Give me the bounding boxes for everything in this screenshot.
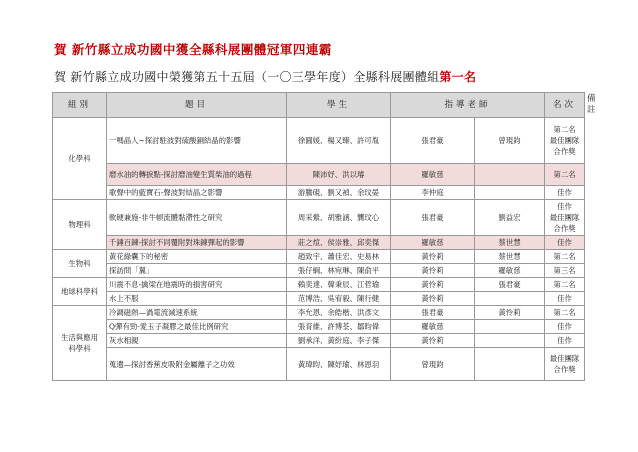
students-cell: 趙致宇、蕭佳宏、史易林	[287, 250, 391, 264]
students-cell: 李允恩、余皓楷、洪彥文	[287, 306, 391, 320]
table-row	[53, 164, 585, 186]
title-cell: 冷調磁熱—渦電流減速系統	[107, 306, 287, 320]
subtitle-text: 賀 新竹縣立成功國中榮獲第五十五屆（一〇三學年度）全縣科展團體組	[54, 70, 440, 84]
title-cell: 蒐遺—探討香蕉皮吸附金屬離子之功效	[107, 348, 287, 381]
teacher2-cell: 羅敏慈	[475, 264, 545, 278]
table-row	[53, 320, 585, 334]
group-cell: 物理科	[53, 200, 107, 250]
teacher2-cell: 曾現鈞	[475, 118, 545, 164]
teacher1-cell: 黃怜莉	[391, 334, 475, 348]
group-cell: 生活與應用 科學科	[53, 306, 107, 381]
teacher2-cell	[475, 292, 545, 306]
rank-cell: 最佳團隊 合作獎	[545, 348, 585, 381]
teacher2-cell	[475, 348, 545, 381]
students-cell: 張仔綱、林宛琳、陳俞平	[287, 264, 391, 278]
students-cell: 范博浩、吳宥毅、陳行健	[287, 292, 391, 306]
title-cell: 黃花綠囊下的秘密	[107, 250, 287, 264]
table-row	[53, 200, 585, 236]
students-cell: 周采縈、胡雅涵、龔玟心	[287, 200, 391, 236]
teacher2-cell: 黃怜莉	[475, 306, 545, 320]
table-row	[53, 278, 585, 292]
group-cell: 化學科	[53, 118, 107, 200]
students-cell: 張育維、許博荃、鄒昀偉	[287, 320, 391, 334]
teacher1-cell: 張君豪	[391, 118, 475, 164]
title-cell: 水上不服	[107, 292, 287, 306]
teacher1-cell: 張君豪	[391, 306, 475, 320]
rank-cell: 佳作 最佳團隊 合作獎	[545, 200, 585, 236]
teacher1-cell: 黃怜莉	[391, 250, 475, 264]
title-cell: Q彈有勁-愛玉子凝膠之最佳比例研究	[107, 320, 287, 334]
rank-cell: 佳作	[545, 292, 585, 306]
title-cell: 川震不息-擒梁在地震時的損害研究	[107, 278, 287, 292]
students-cell: 賴奕達、韓秉辰、江哲瑜	[287, 278, 391, 292]
teacher1-cell: 曾現鈞	[391, 348, 475, 381]
rank-cell: 第三名	[545, 264, 585, 278]
table-row	[53, 334, 585, 348]
header-teachers: 指導老師	[391, 93, 545, 118]
students-cell: 劉承洋、黃紛庭、李子傑	[287, 334, 391, 348]
header-group: 組別	[53, 93, 107, 118]
title-cell: 千錘百鍊-探討不同覆附對珠鍊彈起的影響	[107, 236, 287, 250]
table-row	[53, 186, 585, 200]
title-cell: 灰水相親	[107, 334, 287, 348]
teacher2-cell	[475, 320, 545, 334]
title-cell: 磨水油的轉捩點-探討磨油變生質柴油的過程	[107, 164, 287, 186]
table-row	[53, 118, 585, 164]
rank-cell: 第二名	[545, 278, 585, 292]
teacher2-cell	[475, 164, 545, 186]
teacher1-cell: 黃怜莉	[391, 278, 475, 292]
students-cell: 黃瑋昀、陳妤瑜、林恩羽	[287, 348, 391, 381]
rank-cell: 佳作	[545, 320, 585, 334]
headline: 賀 新竹縣立成功國中獲全縣科展團體冠軍四連霸	[54, 42, 332, 57]
title-cell: 歌聲中的藍寶石-聲波對結晶之影響	[107, 186, 287, 200]
rank-cell: 第二名	[545, 164, 585, 186]
subtitle-emphasis: 第一名	[439, 70, 477, 84]
teacher1-cell: 羅敏慈	[391, 164, 475, 186]
teacher1-cell: 張君豪	[391, 200, 475, 236]
header-students: 學生	[287, 93, 391, 118]
teacher2-cell: 蔡世慧	[475, 250, 545, 264]
teacher2-cell	[475, 186, 545, 200]
table-row	[53, 292, 585, 306]
teacher2-cell	[475, 334, 545, 348]
group-cell: 生物科	[53, 250, 107, 278]
title-cell: 軟硬兼施-非牛頓流體黏滯性之研究	[107, 200, 287, 236]
students-cell: 游騰硯、劉又禎、余玟晏	[287, 186, 391, 200]
teacher1-cell: 李仲庭	[391, 186, 475, 200]
rank-cell: 佳作	[545, 236, 585, 250]
subtitle	[54, 68, 476, 85]
students-cell: 莊之煊、侯崇雅、邱奕傑	[287, 236, 391, 250]
teacher2-cell: 張君豪	[475, 278, 545, 292]
rank-cell: 第二名	[545, 250, 585, 264]
table-header-row: 組別 題目 學生 指導老師 名次 備註	[53, 93, 585, 118]
teacher2-cell: 劉益宏	[475, 200, 545, 236]
teacher1-cell: 黃怜莉	[391, 292, 475, 306]
table-row	[53, 306, 585, 320]
teacher1-cell: 羅敏慈	[391, 320, 475, 334]
group-cell: 地球科學科	[53, 278, 107, 306]
results-table	[52, 92, 599, 381]
table-row	[53, 250, 585, 264]
title-cell: 探訪問「翼」	[107, 264, 287, 278]
teacher1-cell: 羅敏慈	[391, 236, 475, 250]
rank-cell: 第二名 最佳團隊 合作獎	[545, 118, 585, 164]
teacher2-cell: 蔡世慧	[475, 236, 545, 250]
rank-cell: 佳作	[545, 186, 585, 200]
table-row	[53, 348, 585, 381]
rank-cell: 佳作	[545, 334, 585, 348]
students-cell: 徐圓媛、楊又臻、許可胤	[287, 118, 391, 164]
title-cell: 一嗎晶人~探討駐波對硫酸銅結晶的影響	[107, 118, 287, 164]
rank-cell: 第二名	[545, 306, 585, 320]
header-rank: 名次	[545, 93, 585, 118]
table-row	[53, 236, 585, 250]
teacher1-cell: 黃怜莉	[391, 264, 475, 278]
header-title: 題目	[107, 93, 287, 118]
table-row	[53, 264, 585, 278]
students-cell: 陳沛妤、洪以璿	[287, 164, 391, 186]
